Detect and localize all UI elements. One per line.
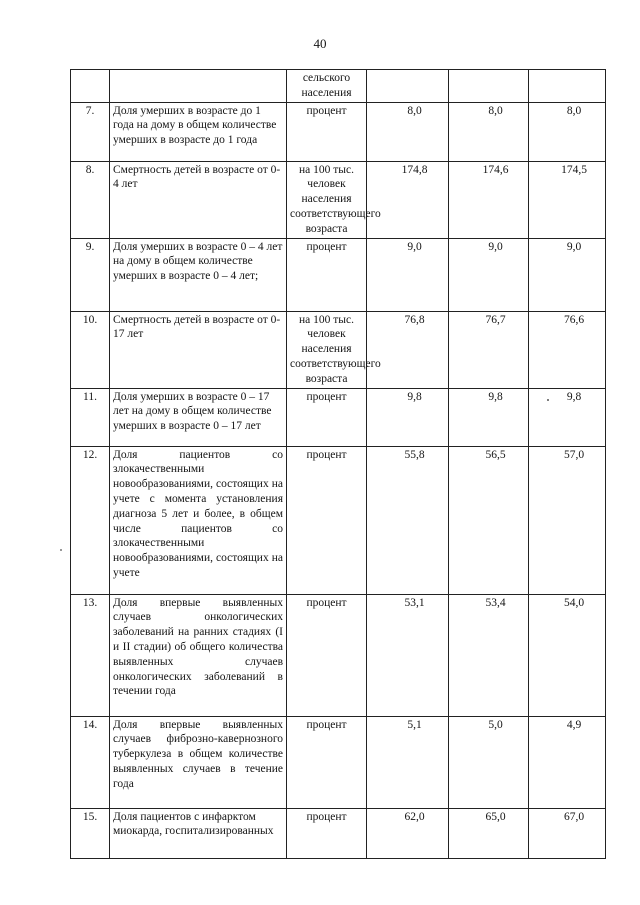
table-row <box>71 161 606 238</box>
scan-mark <box>547 399 549 401</box>
value-year-1: 9,0 <box>367 238 449 311</box>
indicator-name: Доля умерших в возрасте до 1 года на дому в общем количестве умерших в возрасте до 1 года <box>110 102 287 161</box>
unit-cell: сельского населения <box>287 70 367 103</box>
indicator-name: Доля умерших в возрасте 0 – 4 лет на дому в общем количестве умерших в возрасте 0 – 4 лет; <box>110 238 287 311</box>
table-row <box>71 102 606 161</box>
value-year-3: 9,8 <box>529 388 606 446</box>
value-year-2: 65,0 <box>449 808 529 858</box>
value-year-3: 54,0 <box>529 594 606 716</box>
value-year-1: 9,8 <box>367 388 449 446</box>
indicator-name: Смертность детей в возрасте от 0-4 лет <box>110 161 287 238</box>
indicator-name: Доля умерших в возрасте 0 – 17 лет на дому в общем количестве умерших в возрасте 0 – 17 лет <box>110 388 287 446</box>
row-number: 9. <box>71 238 110 311</box>
value-year-2: 174,6 <box>449 161 529 238</box>
value-year-1: 174,8 <box>367 161 449 238</box>
value-year-1 <box>367 70 449 103</box>
indicator-name: Доля впервые выявленных случаев фиброзно-кавернозного туберкулеза в общем количестве выявленных случаев в течение года <box>110 716 287 808</box>
unit-cell: процент <box>287 594 367 716</box>
value-year-2: 9,8 <box>449 388 529 446</box>
value-year-2 <box>449 70 529 103</box>
indicator-name: Смертность детей в возрасте от 0-17 лет <box>110 311 287 388</box>
value-year-1: 62,0 <box>367 808 449 858</box>
value-year-2: 56,5 <box>449 446 529 594</box>
unit-cell: процент <box>287 388 367 446</box>
table-row <box>71 311 606 388</box>
table-row <box>71 238 606 311</box>
unit-cell: на 100 тыс. человек населения соответствующего возраста <box>287 161 367 238</box>
table-row <box>71 808 606 858</box>
row-number: 15. <box>71 808 110 858</box>
table-row <box>71 388 606 446</box>
indicators-table <box>70 69 606 859</box>
value-year-1: 55,8 <box>367 446 449 594</box>
scan-dot <box>60 549 62 551</box>
row-number <box>71 70 110 103</box>
value-year-3: 9,0 <box>529 238 606 311</box>
page-number: 40 <box>313 36 327 51</box>
value-year-2: 53,4 <box>449 594 529 716</box>
indicator-name: Доля впервые выявленных случаев онкологических заболеваний на ранних стадиях (I и II стадии) об общего количества выявленных случаев онкологических заболеваний в течении года <box>110 594 287 716</box>
row-number: 12. <box>71 446 110 594</box>
table-row <box>71 716 606 808</box>
table-row <box>71 446 606 594</box>
indicator-name: Доля пациентов со злокачественными новообразованиями, состоящих на учете с момента установления диагноза 5 лет и более, в общем числе пациентов со злокачественными новообразованиями, состоящих на учете <box>110 446 287 594</box>
table-row <box>71 70 606 103</box>
row-number: 14. <box>71 716 110 808</box>
row-number: 13. <box>71 594 110 716</box>
value-year-1: 5,1 <box>367 716 449 808</box>
unit-cell: на 100 тыс. человек населения соответствующего возраста <box>287 311 367 388</box>
unit-cell: процент <box>287 446 367 594</box>
unit-cell: процент <box>287 238 367 311</box>
value-year-3: 67,0 <box>529 808 606 858</box>
value-year-3: 174,5 <box>529 161 606 238</box>
unit-cell: процент <box>287 808 367 858</box>
value-year-1: 76,8 <box>367 311 449 388</box>
value-year-1: 8,0 <box>367 102 449 161</box>
value-year-3: 8,0 <box>529 102 606 161</box>
value-year-2: 5,0 <box>449 716 529 808</box>
unit-cell: процент <box>287 716 367 808</box>
value-year-2: 76,7 <box>449 311 529 388</box>
value-year-1: 53,1 <box>367 594 449 716</box>
row-number: 11. <box>71 388 110 446</box>
value-year-2: 9,0 <box>449 238 529 311</box>
value-year-2: 8,0 <box>449 102 529 161</box>
value-year-3: 57,0 <box>529 446 606 594</box>
value-year-3: 76,6 <box>529 311 606 388</box>
table-row <box>71 594 606 716</box>
value-year-3 <box>529 70 606 103</box>
row-number: 8. <box>71 161 110 238</box>
row-number: 10. <box>71 311 110 388</box>
row-number: 7. <box>71 102 110 161</box>
indicator-name <box>110 70 287 103</box>
indicator-name: Доля пациентов с инфарктом миокарда, госпитализированных <box>110 808 287 858</box>
value-year-3: 4,9 <box>529 716 606 808</box>
unit-cell: процент <box>287 102 367 161</box>
